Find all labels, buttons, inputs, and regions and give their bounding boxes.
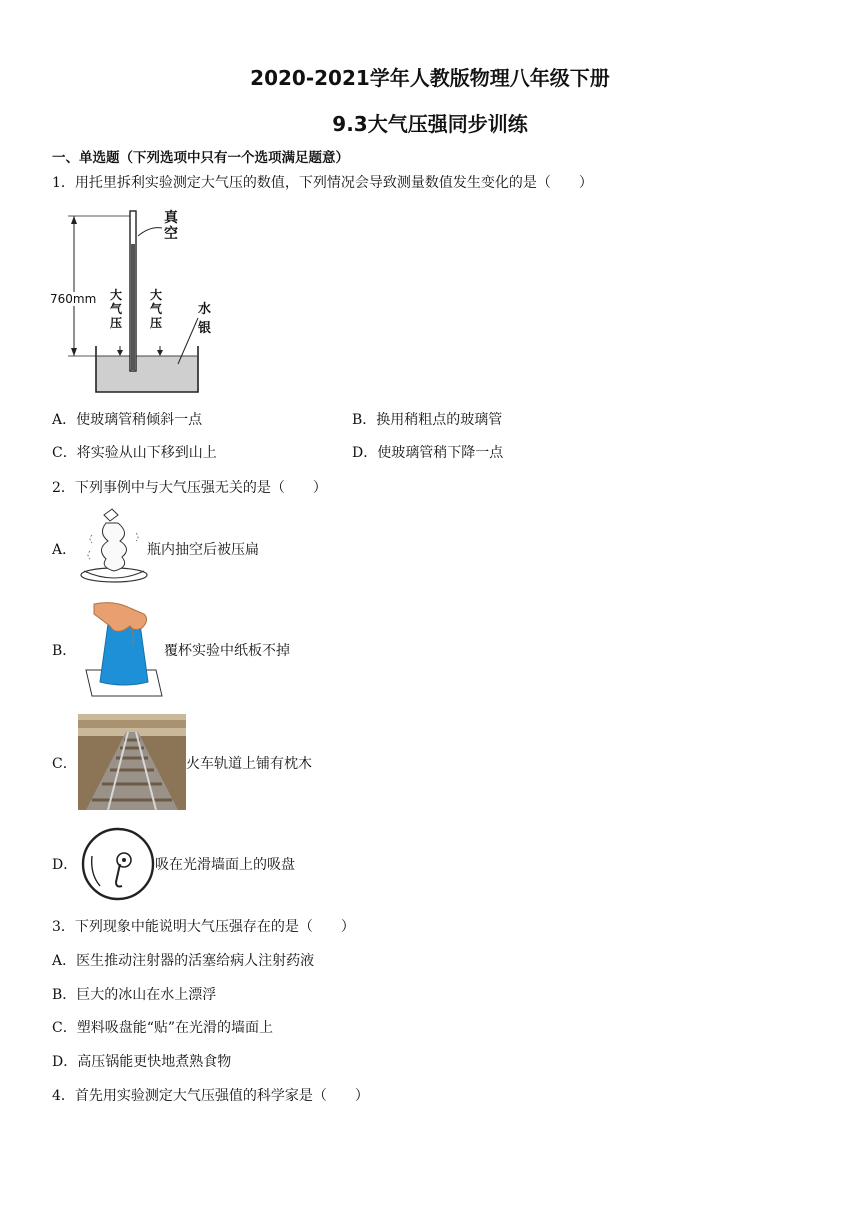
- pressure-arrowhead-right: [157, 350, 163, 356]
- inverted-cup-icon: [84, 600, 164, 702]
- q2-option-a-letter: A．: [52, 542, 77, 558]
- q3-option-b: B．巨大的冰山在水上漂浮: [52, 987, 217, 1003]
- mercury-pool: [96, 356, 198, 392]
- dimension-arrow-up: [71, 216, 77, 224]
- q3-stem: 3．下列现象中能说明大气压强存在的是（ ）: [52, 919, 355, 935]
- vacuum-label: 真空: [164, 210, 178, 242]
- atm-label-left: 大气压: [110, 288, 123, 330]
- q2-option-d-text: 吸在光滑墙面上的吸盘: [155, 857, 295, 873]
- pressure-arrowhead-left: [117, 350, 123, 356]
- q1-stem: 1．用托里拆利实验测定大气压的数值，下列情况会导致测量数值发生变化的是（ ）: [52, 175, 593, 191]
- vacuum-leader: [138, 228, 162, 236]
- suction-cup-icon: [80, 826, 156, 906]
- document-subtitle: 9.3大气压强同步训练: [332, 112, 528, 136]
- q1-option-b: B．换用稍粗点的玻璃管: [352, 412, 503, 428]
- q1-option-a: A．使玻璃管稍倾斜一点: [52, 412, 203, 428]
- q2-option-a-text: 瓶内抽空后被压扁: [147, 542, 259, 558]
- q2-stem: 2．下列事例中与大气压强无关的是（ ）: [52, 480, 327, 496]
- crushed-bottle-icon: [78, 505, 150, 589]
- q4-stem: 4．首先用实验测定大气压强值的科学家是（ ）: [52, 1088, 369, 1104]
- q2-option-b-letter: B．: [52, 643, 77, 659]
- q3-option-a: A．医生推动注射器的活塞给病人注射药液: [52, 953, 315, 969]
- q2-option-d-letter: D．: [52, 857, 78, 873]
- q3-option-c: C．塑料吸盘能“贴”在光滑的墙面上: [52, 1020, 274, 1036]
- height-label: 760mm: [50, 292, 97, 306]
- torricelli-figure: [50, 206, 220, 400]
- document-title: 2020-2021学年人教版物理八年级下册: [250, 66, 610, 90]
- q2-option-c-text: 火车轨道上铺有枕木: [186, 756, 312, 772]
- atm-label-right: 大气压: [150, 288, 163, 330]
- q3-option-d: D．高压锅能更快地煮熟食物: [52, 1054, 232, 1070]
- section-heading: 一、单选题（下列选项中只有一个选项满足题意）: [52, 150, 349, 166]
- mercury-column: [131, 244, 135, 370]
- railway-track-icon: [78, 714, 186, 814]
- dimension-arrow-down: [71, 348, 77, 356]
- q2-option-b-text: 覆杯实验中纸板不掉: [164, 643, 290, 659]
- q1-option-c: C．将实验从山下移到山上: [52, 445, 217, 461]
- mercury-label: 水银: [198, 302, 212, 336]
- q1-option-d: D．使玻璃管稍下降一点: [352, 445, 504, 461]
- q2-option-c-letter: C．: [52, 756, 77, 772]
